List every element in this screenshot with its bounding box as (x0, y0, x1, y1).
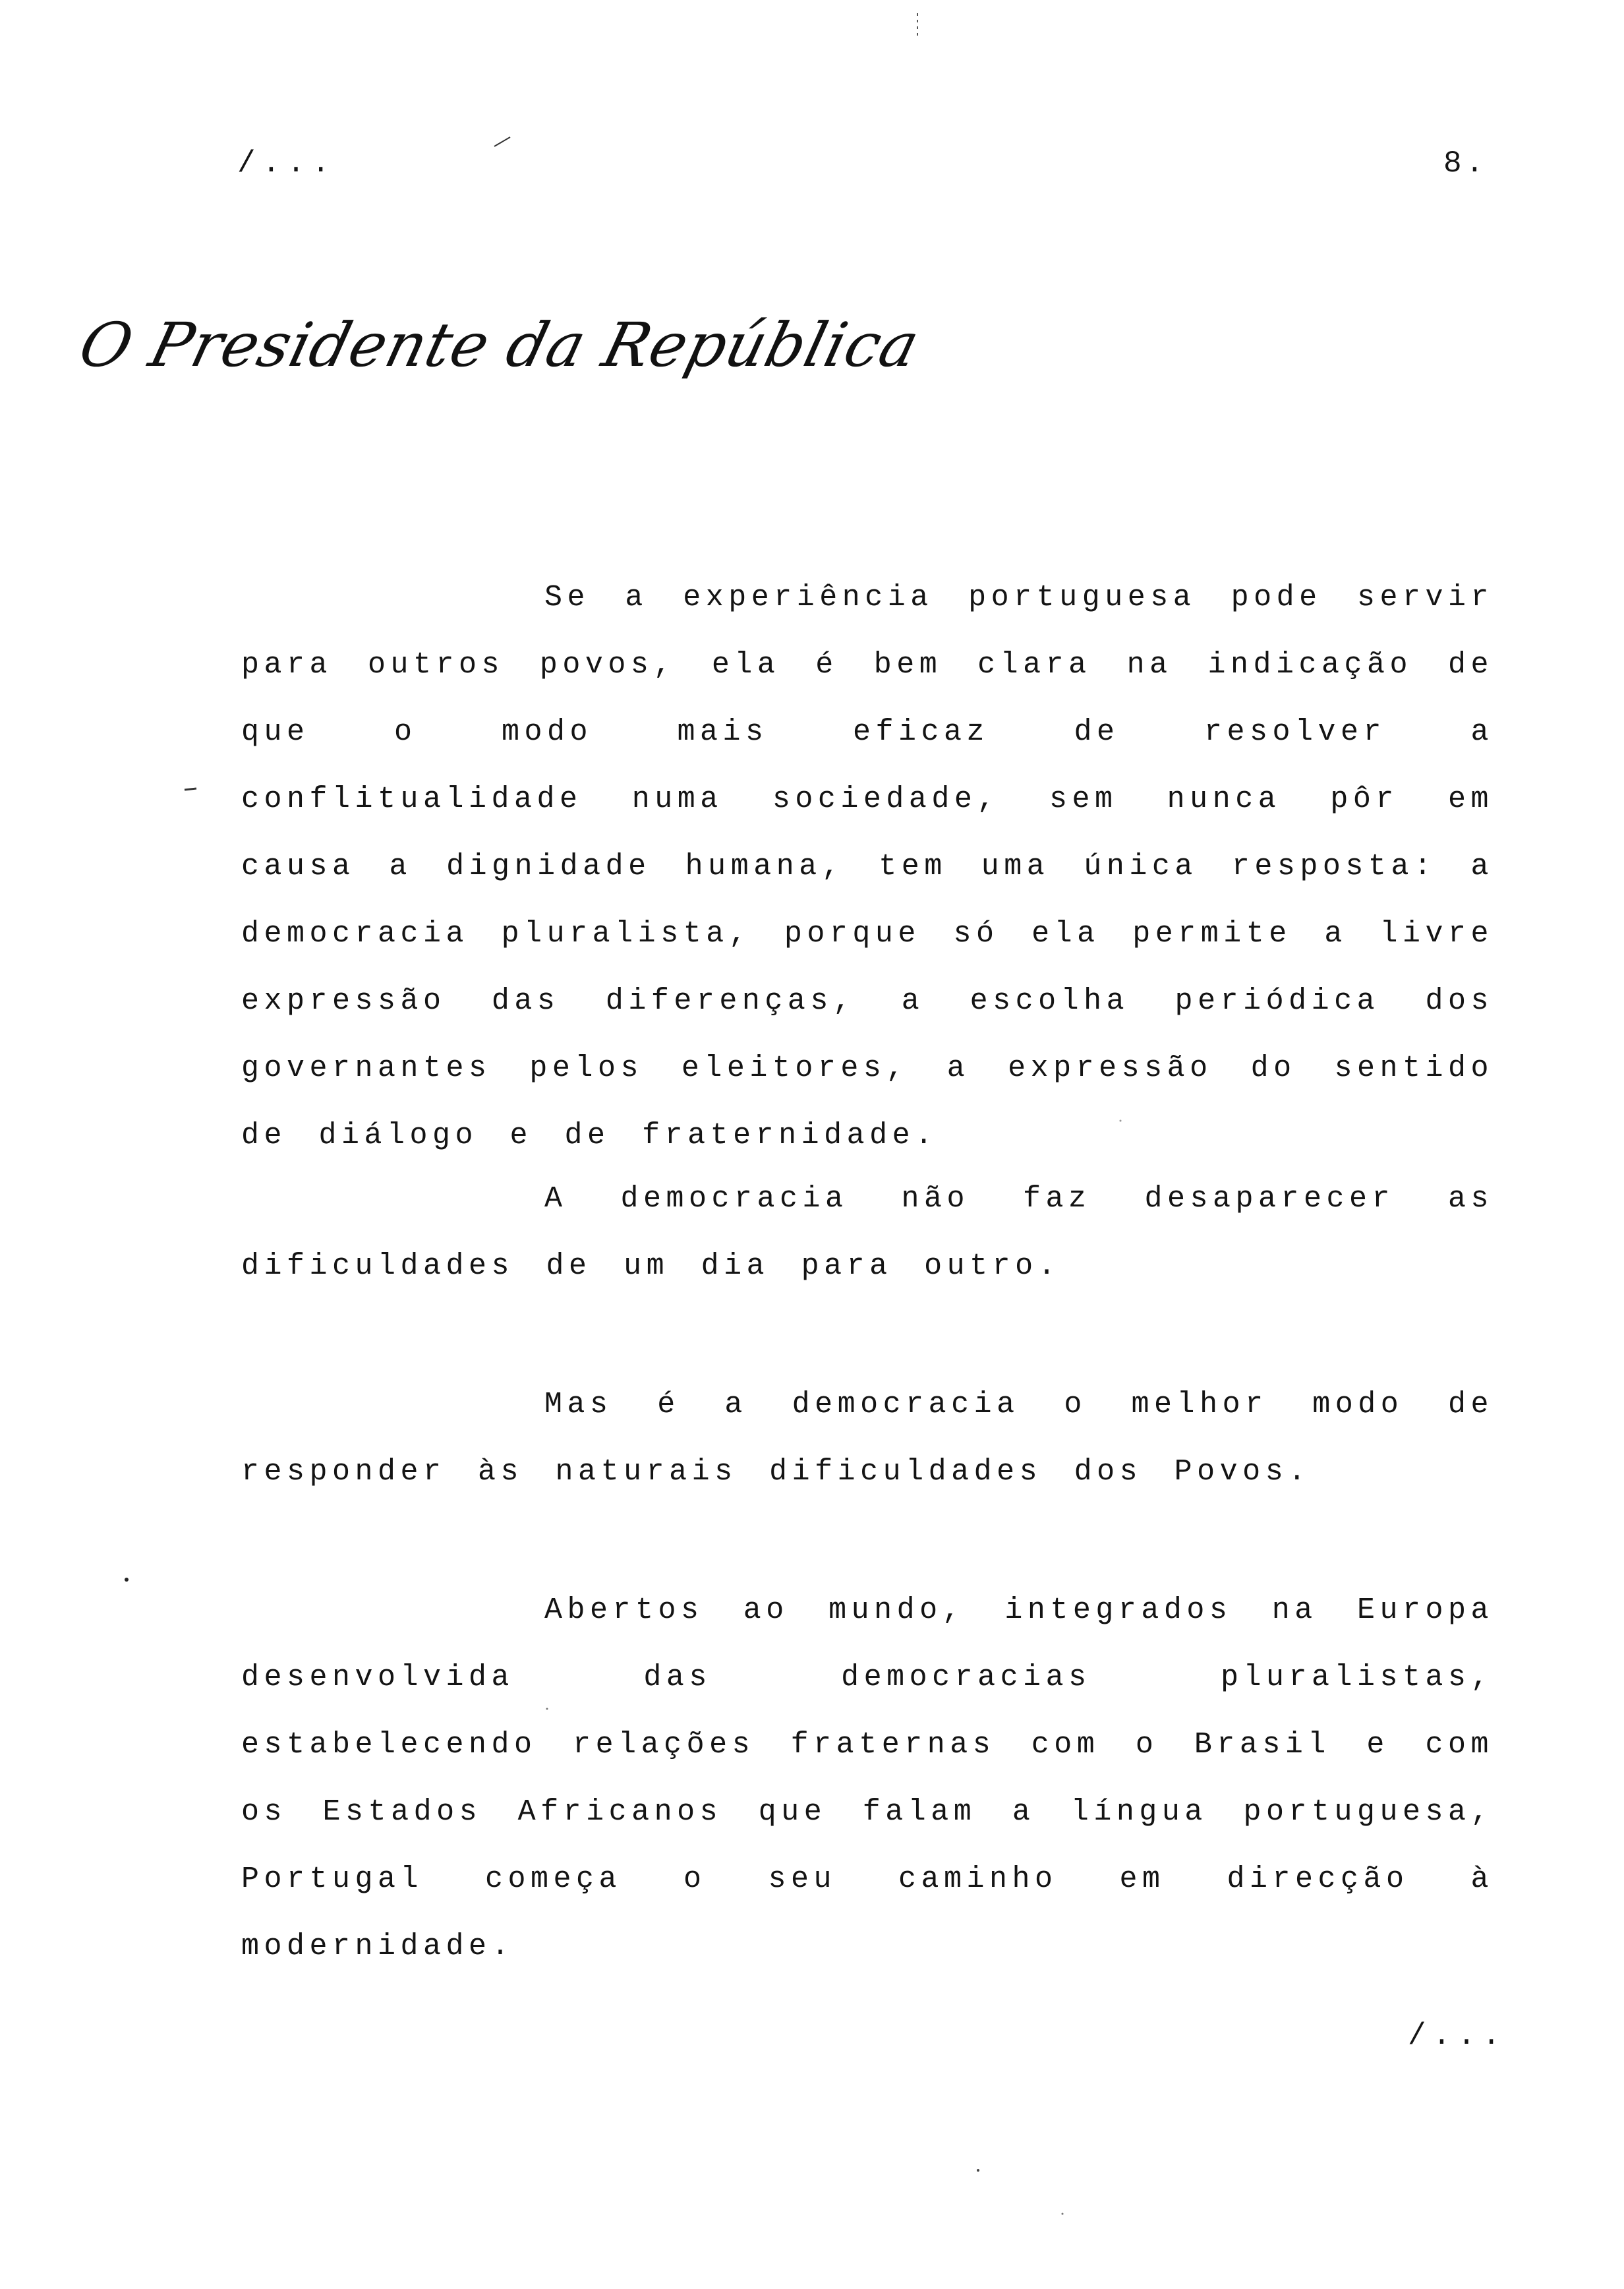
paragraph-1: Se a experiência portuguesa pode servir para outros povos, ela é bem clara na indicação de que o modo mais eficaz de resolver a conflitualidade numa sociedade, sem nunca pôr em causa a dignidade humana, tem uma única resposta: a democracia pluralista, porque só ela permite a livre expressão das diferenças, a escolha periódica dos governantes pelos eleitores, a expressão do sentido de diálogo e de fraternidade. (241, 581, 1494, 1152)
continuation-mark-bottom: /... (1408, 2019, 1507, 2053)
scan-speck (125, 1578, 129, 1582)
continuation-mark-top: /... (237, 146, 337, 181)
scan-mark-left-dash (185, 788, 196, 790)
scan-speck (977, 2169, 979, 2172)
letterhead-title: O Presidente da República (72, 310, 927, 380)
paragraph-3: Mas é a democracia o melhor modo de responder às naturais dificuldades dos Povos. (241, 1388, 1494, 1489)
scan-mark-dash (494, 137, 510, 146)
paragraph-4: Abertos ao mundo, integrados na Europa desenvolvida das democracias pluralistas, estabelecendo relações fraternas com o Brasil e com os Estados Africanos que falam a língua portuguesa, Portugal começa o seu caminho em direcção à modernidade. (241, 1593, 1494, 1963)
page-number: 8. (1443, 146, 1488, 181)
paragraph-2: A democracia não faz desaparecer as dificuldades de um dia para outro. (241, 1182, 1494, 1283)
scan-speck (1062, 2213, 1064, 2215)
